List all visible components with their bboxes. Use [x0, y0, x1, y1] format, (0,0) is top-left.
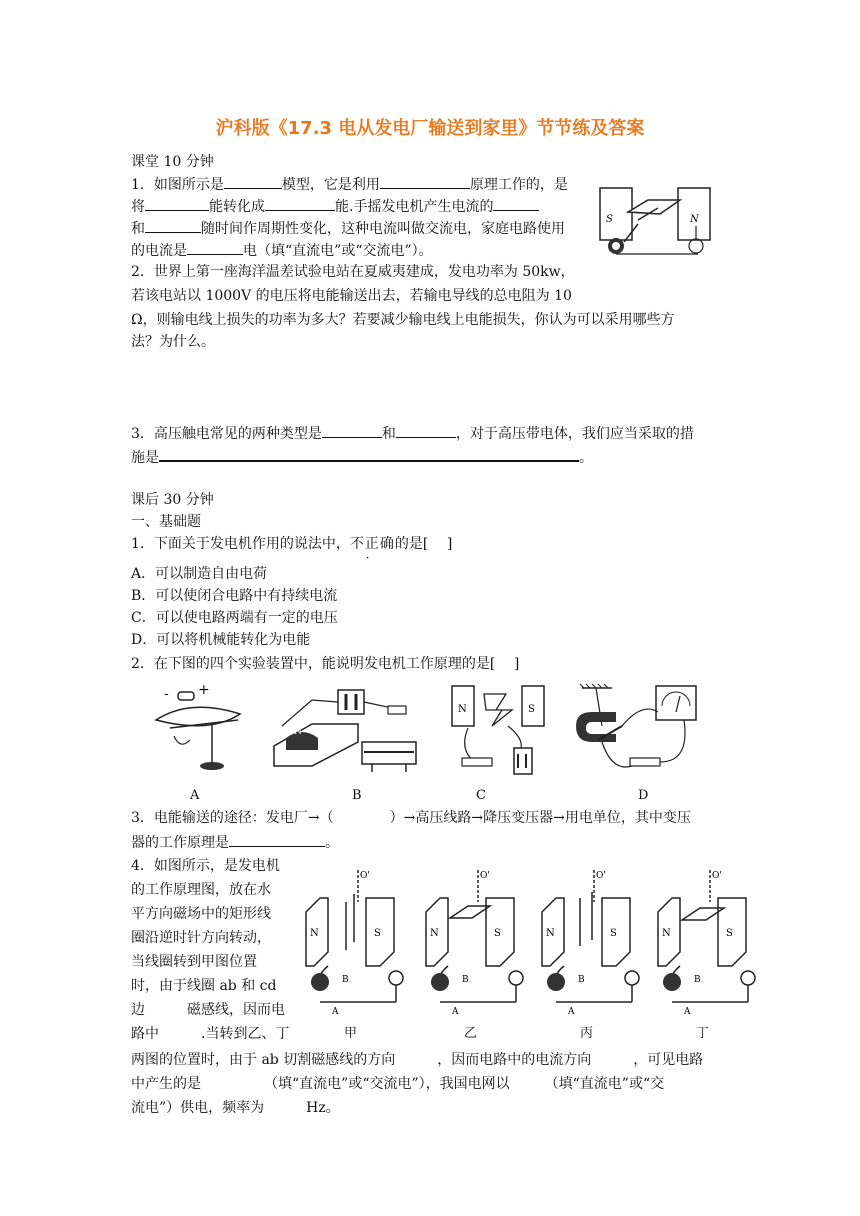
- svg-text:-: -: [164, 686, 169, 702]
- b1-stem: 1．下面关于发电机作用的说法中，不正确的是[ ]: [131, 536, 453, 552]
- q2-line2: 若该电站以 1000V 的电压将电能输送出去，若输电导线的总电阻为 10: [131, 288, 572, 304]
- fig-label-jia: 甲: [344, 1026, 358, 1041]
- b2-stem: 2．在下图的四个实验装置中，能说明发电机工作原理的是[ ]: [131, 656, 520, 672]
- svg-text:B: B: [578, 975, 585, 985]
- svg-text:B: B: [462, 975, 469, 985]
- fig-label-bing: 丙: [580, 1026, 594, 1041]
- svg-text:B: B: [342, 975, 349, 985]
- b4-line9: 两图的位置时，由于 ab 切割磁感线的方向 ，因而电路中的电流方向 ，可见电路: [131, 1052, 704, 1068]
- q3-line1: 3．高压触电常见的两种类型是 和 ，对于高压带电体，我们应当采取的措: [131, 423, 694, 444]
- figure-c-generator-setup: [448, 682, 548, 778]
- figure-c-label: C: [476, 788, 486, 803]
- svg-text:O': O': [596, 871, 606, 881]
- q2-line3: Ω，则输电线上损失的功率为多大？若要减少输电线上电能损失，你认为可以采用哪些方: [131, 312, 675, 328]
- q3-line2: 施是 。: [131, 446, 593, 468]
- svg-text:S: S: [726, 928, 733, 939]
- svg-text:S: S: [528, 704, 535, 715]
- svg-text:A: A: [568, 1007, 575, 1017]
- svg-text:N: N: [294, 727, 302, 737]
- q1-line2: 将 能转化成 能.手摇发电机产生电流的: [131, 196, 539, 217]
- fig-label-ding: 丁: [696, 1026, 710, 1041]
- section-class-10min: 课堂 10 分钟: [131, 154, 214, 170]
- b4-line7: 边 磁感线，因而电: [131, 1002, 285, 1018]
- b1-option-d: D．可以将机械能转化为电能: [131, 632, 311, 648]
- svg-text:B: B: [694, 975, 701, 985]
- q2-line1: 2．世界上第一座海洋温差试验电站在夏威夷建成，发电功率为 50kw，: [131, 264, 575, 280]
- figure-a-label: A: [190, 788, 200, 803]
- b4-line10: 中产生的是 （填“直流电”或“交流电”），我国电网以 （填“直流电”或“交: [131, 1076, 665, 1092]
- q1-line4: 的电流是 电（填“直流电”或“交流电”）。: [131, 240, 433, 261]
- svg-text:N: N: [458, 704, 467, 715]
- q1-line3: 和 随时间作周期性变化，这种电流叫做交流电，家庭电路使用: [131, 218, 565, 239]
- svg-text:A: A: [332, 1007, 339, 1017]
- page-title: 沪科版《17.3 电从发电厂输送到家里》节节练及答案: [215, 118, 645, 139]
- b4-line5: 当线圈转到甲图位置: [131, 954, 257, 970]
- svg-text:O': O': [360, 871, 370, 881]
- generator-diagram-ding: [652, 862, 762, 1022]
- svg-text:S: S: [374, 928, 381, 939]
- generator-diagram-bing: [536, 862, 646, 1022]
- svg-text:+: +: [198, 682, 210, 698]
- svg-text:N: N: [546, 928, 555, 939]
- figure-a-compass-wire: [150, 680, 250, 780]
- b4-line2: 的工作原理图，放在水: [131, 882, 271, 898]
- svg-text:S: S: [494, 928, 501, 939]
- svg-text:O': O': [712, 871, 722, 881]
- b3-line2: 器的工作原理是 。: [131, 832, 339, 853]
- q2-line4: 法？为什么。: [131, 334, 215, 350]
- figure-b-label: B: [352, 788, 362, 803]
- b1-option-c: C．可以使电路两端有一定的电压: [131, 610, 338, 626]
- svg-text:S: S: [606, 214, 613, 225]
- basic-section-heading: 一、基础题: [131, 514, 201, 530]
- svg-text:N: N: [310, 928, 319, 939]
- svg-text:N: N: [662, 928, 671, 939]
- b4-line6: 时，由于线圈 ab 和 cd: [131, 978, 277, 994]
- figure-d-galvanometer-setup: [572, 682, 700, 778]
- svg-text:A: A: [684, 1007, 691, 1017]
- q1-line1: 1．如图所示是 模型，它是利用 原理工作的，是: [131, 174, 568, 195]
- svg-text:N: N: [690, 214, 699, 225]
- hand-generator-figure: [598, 180, 714, 260]
- svg-text:A: A: [452, 1007, 459, 1017]
- b4-line3: 平方向磁场中的矩形线: [131, 906, 271, 922]
- svg-text:O': O': [480, 871, 490, 881]
- b4-line8: 路中 .当转到乙、丁: [131, 1026, 290, 1042]
- b4-line1: 4．如图所示，是发电机: [131, 858, 280, 874]
- svg-text:S: S: [610, 928, 617, 939]
- generator-diagram-yi: [420, 862, 530, 1022]
- figure-b-motor-setup: [272, 686, 422, 778]
- svg-text:N: N: [430, 928, 439, 939]
- section-after-30min: 课后 30 分钟: [131, 492, 214, 508]
- figure-d-label: D: [638, 788, 649, 803]
- b4-line4: 圈沿逆时针方向转动，: [131, 930, 271, 946]
- generator-diagram-jia: [300, 862, 410, 1022]
- emphasis-not-correct: 不正确: [349, 536, 395, 552]
- b3-line1: 3．电能输送的途径：发电厂→（ ）→高压线路→降压变压器→用电单位，其中变压: [131, 810, 691, 826]
- b1-option-a: A．可以制造自由电荷: [131, 566, 268, 582]
- b4-line11: 流电”）供电，频率为 Hz。: [131, 1100, 340, 1116]
- fig-label-yi: 乙: [464, 1026, 478, 1041]
- b1-option-b: B．可以使闭合电路中有持续电流: [131, 588, 338, 604]
